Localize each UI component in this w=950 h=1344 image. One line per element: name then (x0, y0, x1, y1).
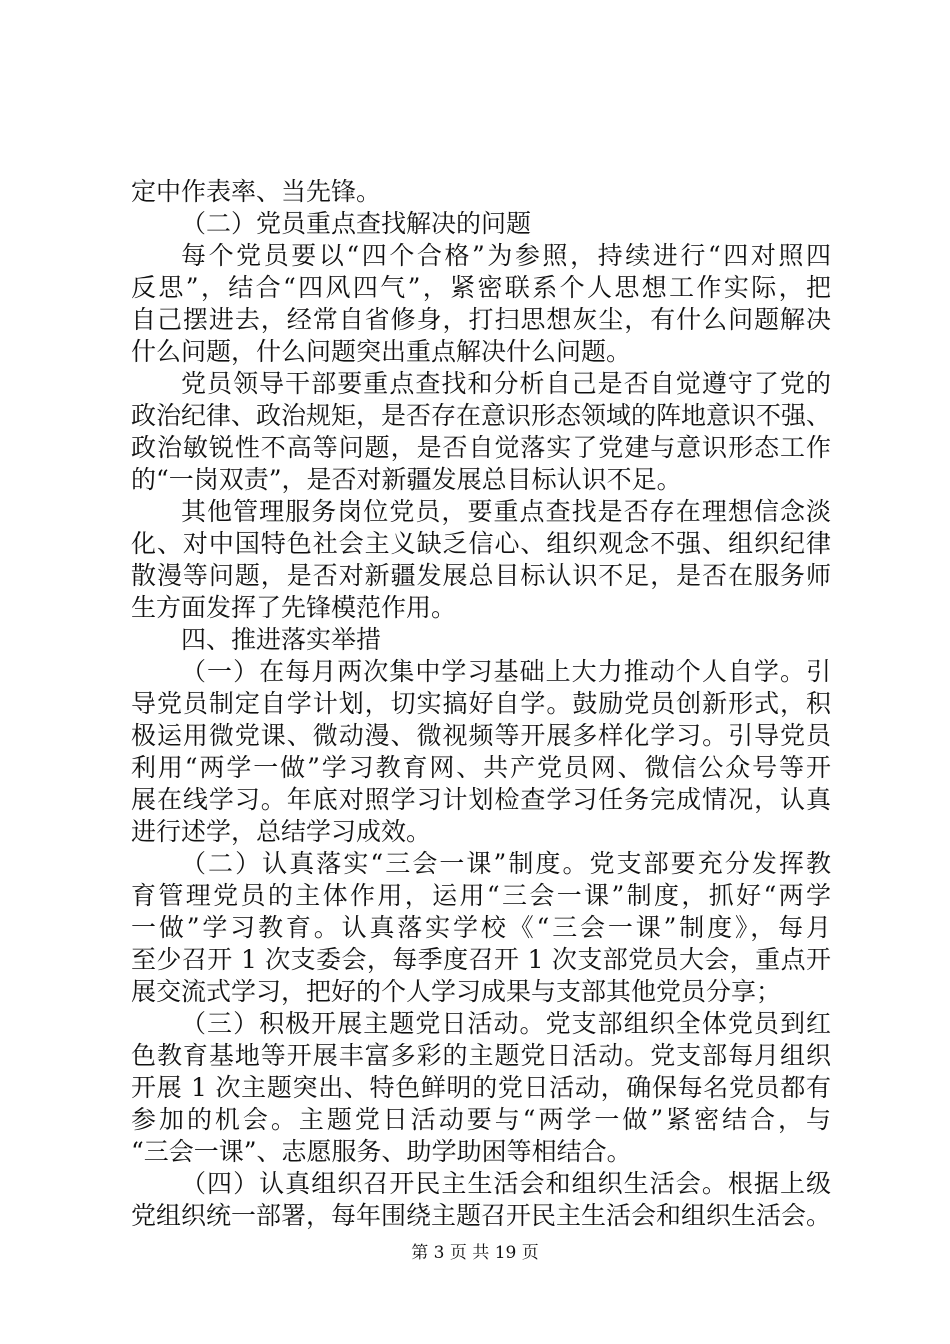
text-line: 的“一岗双责”，是否对新疆发展总目标认识不足。 (131, 465, 682, 494)
text-line: （二）党员重点查找解决的问题 (181, 209, 532, 238)
text-line: 自己摆进去，经常自省修身，打扫思想灰尘，有什么问题解决 (131, 305, 831, 334)
text-line: 利用“两学一做”学习教育网、共产党员网、微信公众号等开 (131, 753, 831, 782)
text-line: 政治纪律、政治规矩，是否存在意识形态领域的阵地意识不强、 (131, 401, 832, 430)
text-line: （二）认真落实“三会一课”制度。党支部要充分发挥教 (181, 849, 831, 878)
text-line: 育管理党员的主体作用，运用“三会一课”制度，抓好“两学 (131, 881, 831, 910)
text-line: 导党员制定自学计划，切实搞好自学。鼓励党员创新形式，积 (131, 689, 831, 718)
text-line: 反思”，结合“四风四气”，紧密联系个人思想工作实际，把 (131, 273, 831, 302)
text-line: 生方面发挥了先锋模范作用。 (131, 593, 457, 622)
text-line: 散漫等问题，是否对新疆发展总目标认识不足，是否在服务师 (131, 561, 831, 590)
document-body (131, 176, 831, 1232)
text-line: 参加的机会。主题党日活动要与“两学一做”紧密结合，与 (131, 1105, 831, 1134)
text-line: 极运用微党课、微动漫、微视频等开展多样化学习。引导党员 (131, 721, 831, 750)
text-line: 其他管理服务岗位党员，要重点查找是否存在理想信念淡 (181, 497, 831, 526)
text-line: 党员领导干部要重点查找和分析自己是否自觉遵守了党的 (181, 369, 831, 398)
text-line: “三会一课”、志愿服务、助学助困等相结合。 (131, 1137, 632, 1166)
text-line: 四、推进落实举措 (181, 625, 382, 654)
text-line: 展交流式学习，把好的个人学习成果与支部其他党员分享； (131, 977, 782, 1006)
text-line: 定中作表率、当先锋。 (131, 177, 382, 206)
text-line: 一做”学习教育。认真落实学校《“三会一课”制度》，每月 (131, 913, 831, 942)
text-line: 政治敏锐性不高等问题，是否自觉落实了党建与意识形态工作 (131, 433, 831, 462)
text-line: 开展 1 次主题突出、特色鲜明的党日活动，确保每名党员都有 (131, 1073, 831, 1102)
text-line: 进行述学，总结学习成效。 (131, 817, 432, 846)
text-line: 每个党员要以“四个合格”为参照，持续进行“四对照四 (181, 241, 831, 270)
text-line: 色教育基地等开展丰富多彩的主题党日活动。党支部每月组织 (131, 1041, 831, 1070)
text-line: （四）认真组织召开民主生活会和组织生活会。根据上级 (181, 1169, 831, 1198)
text-line: 什么问题，什么问题突出重点解决什么问题。 (131, 337, 632, 366)
text-line: 至少召开 1 次支委会，每季度召开 1 次支部党员大会，重点开 (131, 945, 831, 974)
text-line: （三）积极开展主题党日活动。党支部组织全体党员到红 (181, 1009, 831, 1038)
text-line: 党组织统一部署，每年围绕主题召开民主生活会和组织生活会。 (131, 1201, 832, 1230)
page-footer: 第 3 页 共 19 页 (411, 1243, 539, 1263)
text-line: 化、对中国特色社会主义缺乏信心、组织观念不强、组织纪律 (131, 529, 831, 558)
text-line: （一）在每月两次集中学习基础上大力推动个人自学。引 (181, 657, 831, 686)
text-line: 展在线学习。年底对照学习计划检查学习任务完成情况，认真 (131, 785, 831, 814)
